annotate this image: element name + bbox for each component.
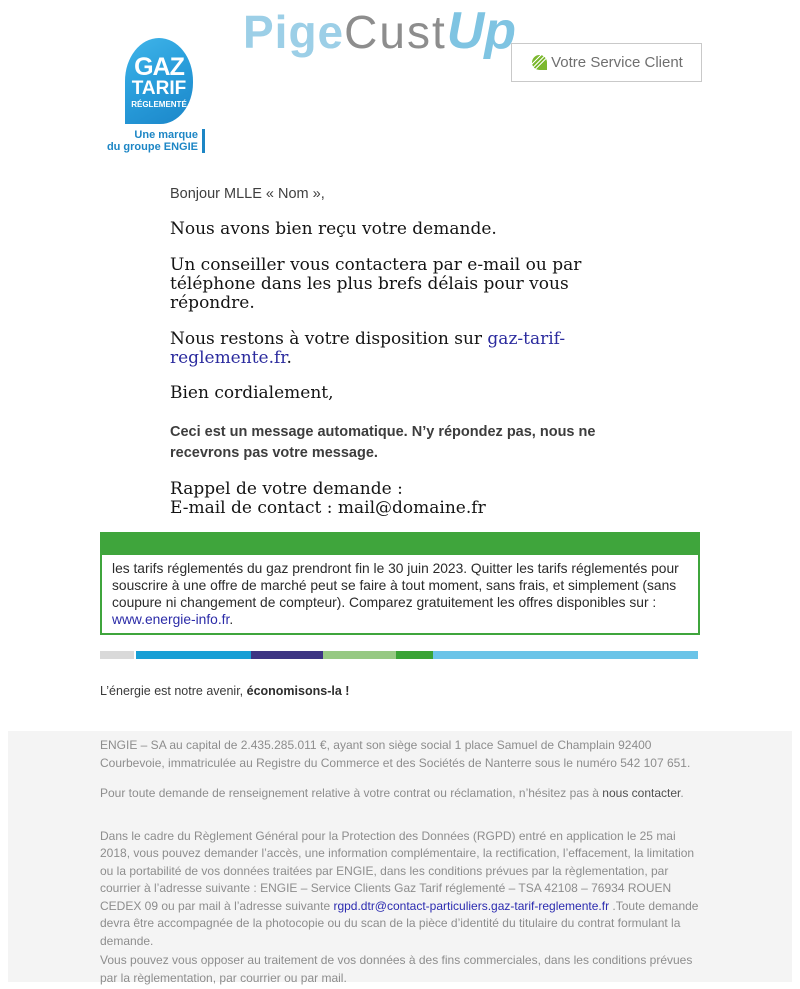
notice-green-bar — [100, 532, 700, 553]
paragraph-received: Nous avons bien reçu votre demande. — [170, 219, 497, 239]
pige-logo-text-up: Up — [446, 2, 517, 60]
paragraph-disposition: Nous restons à votre disposition sur gaz-tarif-reglemente.fr. — [170, 329, 566, 368]
service-client-label: Votre Service Client — [551, 54, 683, 71]
gaz-logo-line3: RÉGLEMENTÉ — [131, 99, 187, 109]
notice-text: les tarifs réglementés du gaz prendront fin le 30 juin 2023. Quitter les tarifs réglementés pour souscrire à une offre de marché peut se faire à tout moment, sans frais, et simplement (sans coupure ni changement de compteur). Comparez gratuitement les offres disponibles sur : — [112, 561, 679, 610]
nous-contacter-link[interactable]: nous contacter — [602, 786, 681, 800]
automatic-message-note: Ceci est un message automatique. N’y répondez pas, nous ne recevrons pas votre message. — [170, 424, 596, 461]
phone-icon — [532, 55, 547, 70]
company-legal-text: ENGIE – SA au capital de 2.435.285.011 €, ayant son siège social 1 place Samuel de Champlain 92400 Courbevoie, immatriculée au Registre du Commerce et des Sociétés de Nanterre sous le numéro 542 107 651. — [100, 738, 691, 770]
stripe-segment-light-blue — [433, 651, 698, 659]
recall-contact-line: E-mail de contact : mail@domaine.fr — [170, 498, 486, 518]
brand-line2: du groupe ENGIE — [106, 141, 198, 153]
rgpd-paragraph: Dans le cadre du Règlement Général pour la Protection des Données (RGPD) entré en application le 25 mai 2018, vous pouvez demander l’accès, une information complémentaire, la rectification, l’effacement, la limitation ou la portabilité de vos données traitées par ENGIE, dans les conditions prévues par la règlementation, par courrier à l’adresse suivante : ENGIE – Service Clients Gaz Tarif réglementé – TSA 42108 – 76934 ROUEN CEDEX 09 ou par mail à l’adresse suivante rgpd.dtr@contact-particuliers.gaz-tarif-reglemente.fr .Toute demande devra être accompagnée de la photocopie ou du scan de la pièce d’identité du titulaire du contrat formulant la demande. — [100, 828, 699, 948]
opposition-paragraph: Vous pouvez vous opposer au traitement de vos données à des fins commerciales, dans les conditions prévues par la règlementation, par courrier ou par mail. — [100, 953, 693, 985]
pige-logo-text-pige: Pige — [243, 6, 345, 58]
stripe-segment-gray — [100, 651, 134, 659]
contact-email-link[interactable]: mail@domaine.fr — [337, 498, 486, 518]
notice-text-box: les tarifs réglementés du gaz prendront fin le 30 juin 2023. Quitter les tarifs réglementés pour souscrire à une offre de marché peut se faire à tout moment, sans frais, et simplement (sans coupure ni changement de compteur). Comparez gratuitement les offres disponibles sur : www.energie-info.fr. — [100, 553, 700, 635]
pige-custup-logo — [243, 2, 516, 61]
stripe-segment-blue — [136, 651, 251, 659]
stripe-segment-light-green — [323, 651, 396, 659]
rgpd-email-link[interactable]: rgpd.dtr@contact-particuliers.gaz-tarif-reglemente.fr — [333, 898, 610, 913]
paragraph-regards: Bien cordialement, — [170, 383, 334, 403]
tariff-notice — [100, 532, 700, 635]
brand-vertical-bar — [202, 129, 205, 153]
stripe-segment-green — [396, 651, 433, 659]
gaz-logo-line1: GAZ — [134, 52, 184, 81]
gaz-tarif-logo — [105, 38, 205, 153]
color-stripe — [100, 651, 698, 659]
stripe-segment-purple — [251, 651, 323, 659]
engie-brand-tagline — [105, 129, 205, 153]
gaz-tarif-reglemente-link[interactable]: gaz-tarif-reglemente.fr — [170, 329, 566, 368]
paragraph-advisor: Un conseiller vous contactera par e-mail ou par téléphone dans les plus brefs délais pour vous répondre. — [170, 255, 582, 313]
recall-title: Rappel de votre demande : — [170, 479, 403, 499]
legal-footer — [8, 731, 792, 985]
gaz-logo-blob — [125, 38, 193, 124]
energie-info-link[interactable]: www.energie-info.fr — [112, 612, 230, 627]
contact-paragraph: Pour toute demande de renseignement relative à votre contrat ou réclamation, n’hésitez pas à nous contacter. — [100, 786, 684, 800]
pige-logo-text-cust: Cust — [344, 6, 447, 58]
gaz-logo-line2: TARIF — [131, 77, 187, 99]
service-client-button[interactable] — [511, 43, 702, 82]
engie-slogan: L’énergie est notre avenir, économisons-la ! — [100, 684, 350, 698]
greeting-text: Bonjour MLLE « Nom », — [170, 186, 325, 202]
brand-line1: Une marque — [134, 129, 198, 141]
email-body — [170, 186, 652, 518]
